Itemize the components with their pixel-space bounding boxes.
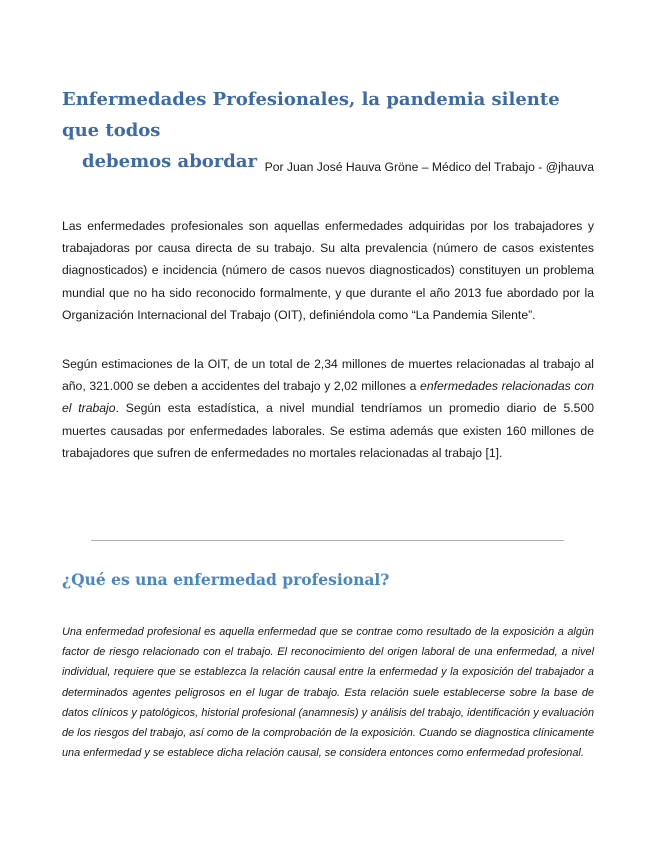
statistics-paragraph — [62, 353, 594, 464]
section-divider — [91, 540, 564, 541]
definition-paragraph: Una enfermedad profesional es aquella enfermedad que se contrae como resultado de la exposición a algún factor de riesgo relacionado con el trabajo. El reconocimiento del origen laboral de una enfermedad, a nivel individual, requiere que se establezca la relación causal entre la enfermedad y la exposición del trabajador a determinados agentes peligrosos en el lugar de trabajo. Esta relación suele establecerse sobre la base de datos clínicos y patológicos, historial profesional (anamnesis) y análisis del trabajo, identificación y evaluación de los riesgos del trabajo, así como de la comprobación de la exposición. Cuando se diagnostica clínicamente una enfermedad y se establece dicha relación causal, se considera entonces como enfermedad profesional. — [62, 626, 594, 760]
author-byline: Por Juan José Hauva Gröne – Médico del Trabajo - @jhauva — [264, 160, 594, 174]
article-title-line-2: debemos abordar — [82, 151, 257, 172]
statistics-emphasis: enfermedades relacionadas con el trabajo — [62, 379, 594, 416]
section-heading: ¿Qué es una enfermedad profesional? — [62, 570, 390, 589]
statistics-text-start: Según estimaciones de la OIT, de un total de 2,34 millones de muertes relacionadas al trabajo al año, 321.000 se deben a accidentes del trabajo y 2,02 millones a — [62, 357, 594, 394]
statistics-text-end: . Según esta estadística, a nivel mundial tendríamos un promedio diario de 5.500 muertes causadas por enfermedades laborales. Se estima además que existen 160 millones de trabajadores que sufren de enfermedades no mortales relacionadas al trabajo [1]. — [62, 401, 594, 460]
intro-paragraph: Las enfermedades profesionales son aquellas enfermedades adquiridas por los trabajadores y trabajadoras por causa directa de su trabajo. Su alta prevalencia (número de casos existentes diagnosticados) e incidencia (número de casos nuevos diagnosticados) constituyen un problema mundial que no ha sido reconocido formalmente, y que durante el año 2013 fue abordado por la Organización Internacional del Trabajo (OIT), definiéndola como “La Pandemia Silente”. — [62, 219, 594, 322]
article-title-line-1: Enfermedades Profesionales, la pandemia silente que todos — [62, 89, 560, 141]
